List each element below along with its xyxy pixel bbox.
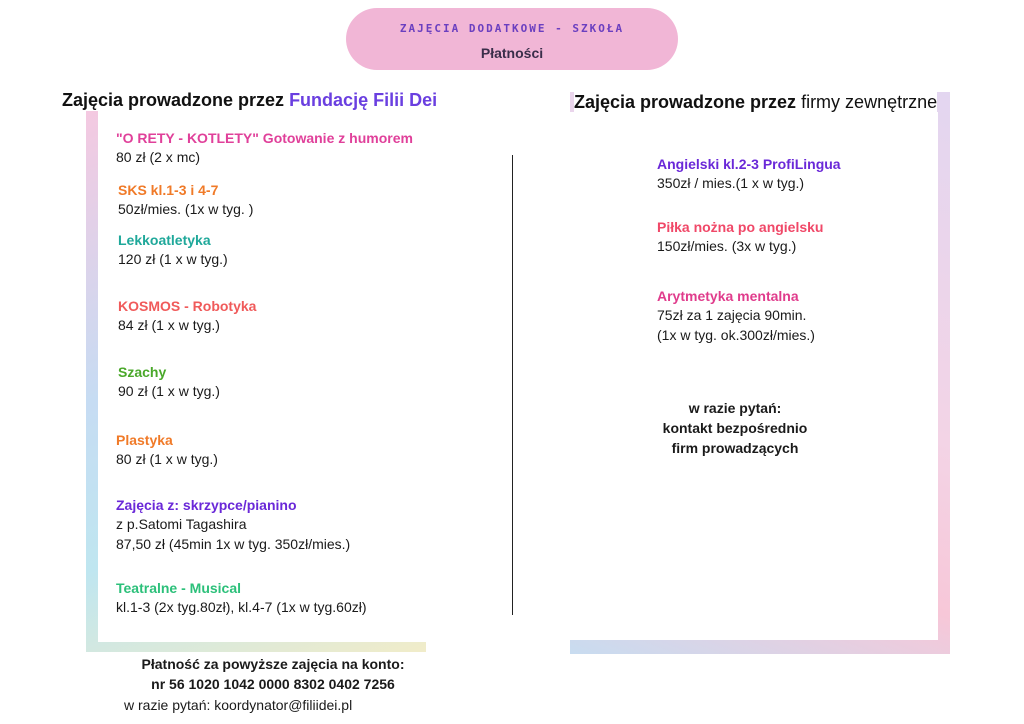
- activity-price: 90 zł (1 x w tyg.): [118, 383, 220, 399]
- activity-name: Szachy: [118, 364, 167, 380]
- activity-price: 80 zł (2 x mc): [116, 149, 201, 165]
- activity-price: 350zł / mies.(1 x w tyg.): [657, 175, 805, 191]
- header-title: Płatności: [480, 45, 544, 61]
- activity-price: 84 zł (1 x w tyg.): [118, 317, 220, 333]
- activity-cooking: [116, 129, 413, 167]
- left-heading-accent: Fundację Filii Dei: [289, 90, 438, 110]
- column-divider: [512, 155, 513, 615]
- header-subtitle: ZAJĘCIA DODATKOWE - SZKOŁA: [399, 22, 625, 35]
- activity-price-note: (1x w tyg. ok.300zł/mies.): [657, 327, 815, 343]
- contact-line: kontakt bezpośrednio: [662, 420, 808, 436]
- activity-name: Lekkoatletyka: [118, 232, 211, 248]
- account-number: nr 56 1020 1042 0000 8302 0402 7256: [151, 676, 395, 692]
- external-contact-note: [640, 398, 830, 458]
- activity-music: [116, 496, 350, 554]
- activity-price: 80 zł (1 x w tyg.): [116, 451, 218, 467]
- activity-art: [116, 431, 218, 469]
- payment-info: [118, 654, 428, 694]
- activity-teacher: z p.Satomi Tagashira: [116, 516, 247, 532]
- activity-price: kl.1-3 (2x tyg.80zł), kl.4-7 (1x w tyg.60zł): [116, 599, 367, 615]
- activity-theatre: [116, 579, 367, 617]
- activity-name: Piłka nożna po angielsku: [657, 219, 824, 235]
- activity-robotics: [118, 297, 256, 335]
- activity-price: 87,50 zł (45min 1x w tyg. 350zł/mies.): [116, 536, 351, 552]
- contact-line: w razie pytań:: [688, 400, 782, 416]
- activity-sks: [118, 181, 253, 219]
- activity-price: 75zł za 1 zajęcia 90min.: [657, 307, 807, 323]
- contact-line: firm prowadzących: [671, 440, 799, 456]
- activity-name: Arytmetyka mentalna: [657, 288, 799, 304]
- activity-name: "O RETY - KOTLETY" Gotowanie z humorem: [116, 130, 413, 146]
- activity-price: 120 zł (1 x w tyg.): [118, 251, 228, 267]
- right-column-heading: [574, 92, 937, 113]
- activity-name: Teatralne - Musical: [116, 580, 242, 596]
- activity-english: [657, 155, 841, 193]
- activity-price: 150zł/mies. (3x w tyg.): [657, 238, 797, 254]
- header-banner: [346, 8, 678, 70]
- activity-name: SKS kl.1-3 i 4-7: [118, 182, 219, 198]
- right-heading-regular: firmy zewnętrzne: [796, 92, 938, 112]
- activity-name: Zajęcia z: skrzypce/pianino: [116, 497, 297, 513]
- left-column-heading: [62, 90, 443, 111]
- activity-arithmetic: [657, 287, 815, 345]
- activity-football: [657, 218, 823, 256]
- activity-chess: [118, 363, 220, 401]
- right-heading-bold: Zajęcia prowadzone przez: [574, 92, 797, 112]
- left-heading-prefix: Zajęcia prowadzone przez: [62, 90, 290, 110]
- activity-price: 50zł/mies. (1x w tyg. ): [118, 201, 254, 217]
- activity-name: KOSMOS - Robotyka: [118, 298, 257, 314]
- activity-name: Plastyka: [116, 432, 173, 448]
- activity-athletics: [118, 231, 228, 269]
- coordinator-email: w razie pytań: koordynator@filiidei.pl: [124, 697, 353, 713]
- payment-label: Płatność za powyższe zajęcia na konto:: [141, 656, 405, 672]
- activity-name: Angielski kl.2-3 ProfiLingua: [657, 156, 841, 172]
